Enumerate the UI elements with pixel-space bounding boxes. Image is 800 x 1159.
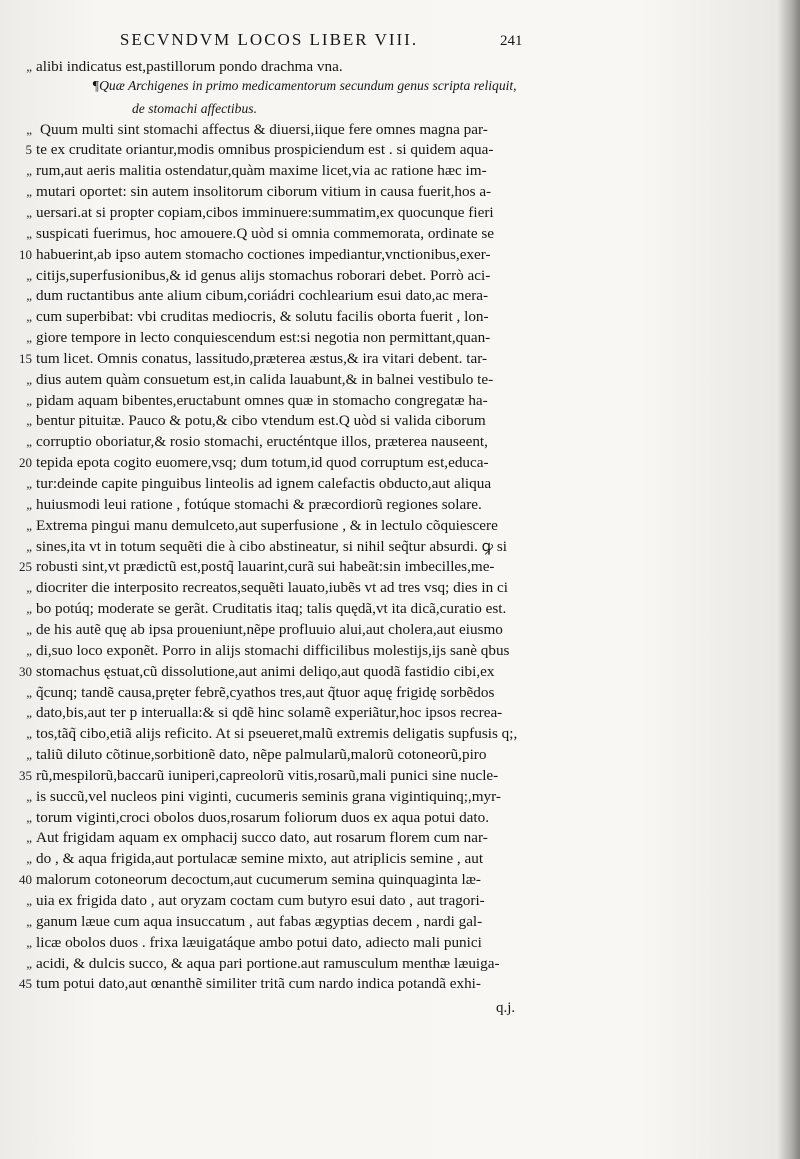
- line-marker: „: [26, 684, 32, 700]
- line-text: robusti sint,vt prædictũ est,postq̃ lauarint,curã sui habeãt:sin imbecilles,me-: [36, 558, 495, 576]
- line-text: torum viginti,croci obolos duos,rosarum foliorum duos ex aqua potui dato.: [36, 808, 490, 826]
- line-marker: „: [26, 330, 32, 346]
- line-marker: 15: [19, 350, 32, 366]
- line-marker: „: [26, 476, 32, 491]
- line-text: alibi indicatus est,pastillorum pondo drachma vna.: [36, 58, 343, 75]
- line-text: tum licet. Omnis conatus, lassitudo,præterea æstus,& ira vitari debent. tar-: [36, 349, 488, 367]
- line-text: acidi, & dulcis succo, & aqua pari portione.aut ramusculum menthæ læuiga-: [36, 954, 500, 972]
- line-marker: „: [26, 747, 32, 763]
- signature-mark: q.j.: [496, 1000, 516, 1016]
- line-marker: „: [26, 496, 32, 512]
- line-marker: „: [26, 121, 32, 137]
- line-text: dum ructantibus ante alium cibum,coriádri cochlearium esui dato,ac mera-: [36, 287, 489, 305]
- line-marker: „: [26, 309, 32, 325]
- line-text: Extrema pingui manu demulceto,aut superfusione , & in lectulo cõquiescere: [36, 516, 498, 534]
- line-marker: „: [26, 601, 32, 617]
- line-text: tepida epota cogito euomere,vsq; dum totum,id quod corruptum est,educa-: [36, 454, 489, 472]
- line-marker: „: [26, 517, 32, 533]
- line-text: rũ,mespilorũ,baccarũ iuniperi,capreolorũ vitis,rosarũ,mali punici sine nucle-: [36, 766, 499, 784]
- line-marker: 5: [25, 142, 32, 158]
- line-text: malorum cotoneorum decoctum,aut cucumerum semina quinquaginta læ-: [36, 871, 481, 889]
- line-text: pidam aquam bibentes,eructabunt omnes quæ in stomacho congregatæ ha-: [36, 391, 488, 409]
- line-text: Aut frigidam aquam ex omphacij succo dato, aut rosarum florem cum nar-: [36, 829, 488, 847]
- line-text: huiusmodi leui ratione , fotúque stomachi & præcordiorũ regiones solare.: [36, 495, 482, 513]
- line-text: ganum læue cum aqua insuccatum , aut fabas ægyptias decem , nardi gal-: [36, 912, 483, 930]
- line-marker: „: [26, 788, 32, 804]
- line-marker: „: [26, 288, 32, 304]
- line-marker: 25: [19, 559, 32, 575]
- line-text: corruptio oboriatur,& rosio stomachi, eructéntque illos, præterea nauseent,: [36, 433, 488, 451]
- line-marker: „: [26, 830, 32, 846]
- line-text: te ex cruditate oriantur,modis omnibus prospiciendum est . si quidem aqua-: [36, 141, 494, 159]
- line-text: do , & aqua frigida,aut portulacæ semine mixto, aut atriplicis semine , aut: [36, 850, 484, 868]
- line-marker: „: [26, 163, 32, 179]
- line-text: cum superbibat: vbi cruditas mediocris, & solutu facilis oborta fuerit , lon-: [36, 308, 489, 326]
- line-marker: „: [26, 642, 32, 658]
- line-marker: „: [26, 705, 32, 721]
- folio-number: 241: [500, 33, 523, 49]
- line-text: Quum multi sint stomachi affectus & diuersi,iique fere omnes magna par-: [40, 120, 488, 138]
- line-text: dato,bis,aut ter p interualla:& si qdẽ hinc solamẽ experiãtur,hoc ipsos recrea-: [36, 704, 503, 722]
- binding-shadow: [778, 0, 800, 1159]
- line-text: bentur pituitæ. Pauco & potu,& cibo vtendum est.Q uòd si valida ciborum: [36, 412, 486, 430]
- line-text: stomachus ęstuat,cũ dissolutione,aut animi deliqo,aut quodã fastidio cibi,ex: [36, 662, 495, 680]
- line-text: rum,aut aeris malitia ostendatur,quàm maxime licet,via ac ratione hæc im-: [36, 162, 487, 180]
- line-marker: „: [26, 726, 32, 742]
- line-text: de stomachi affectibus.: [132, 100, 257, 116]
- line-marker: „: [26, 621, 32, 637]
- line-text: mutari oportet: sin autem insolitorum ciborum vitium in causa fuerit,hos a-: [36, 183, 492, 201]
- line-marker: „: [26, 580, 32, 596]
- line-marker: „: [26, 434, 32, 450]
- line-marker: „: [26, 893, 32, 908]
- line-marker: „: [26, 538, 32, 554]
- line-text: bo potúq; moderate se gerãt. Cruditatis itaq; talis quędã,vt ita dicã,curatio est.: [36, 600, 507, 618]
- line-marker: „: [26, 851, 32, 867]
- line-text: taliũ diluto cõtinue,sorbitionẽ dato, nẽpe palmularũ,malorũ cotoneorũ,piro: [36, 746, 487, 764]
- line-marker: „: [26, 267, 32, 283]
- line-text: ¶Quæ Archigenes in primo medicamentorum secundum genus scripta reliquit,: [92, 77, 517, 93]
- line-marker: 45: [19, 976, 32, 992]
- line-text: q̃cunq; tandẽ causa,pręter febrẽ,cyathos tres,aut q̃tuor aquę frigidę sorbẽdos: [36, 683, 495, 701]
- line-marker: 10: [19, 246, 32, 262]
- line-marker: „: [26, 184, 32, 200]
- line-marker: „: [26, 371, 32, 387]
- line-marker: „: [26, 204, 32, 220]
- line-text: uersari.at si propter copiam,cibos imminuere:summatim,ex quocunque fieri: [36, 203, 494, 221]
- line-text: giore tempore in lecto conquiescendum est:si negotia non permittant,quan-: [36, 329, 491, 347]
- line-text: diocriter die interposito recreatos,sequẽti lauato,iubẽs vt ad tres vsq; dies in ci: [36, 579, 508, 597]
- line-marker: „: [26, 392, 32, 408]
- line-marker: „: [26, 59, 32, 74]
- line-marker: 20: [19, 455, 32, 471]
- line-marker: „: [26, 913, 32, 929]
- line-marker: „: [26, 413, 32, 429]
- line-text: suspicati fuerimus, hoc amouere.Q uòd si omnia commemorata, ordinate se: [36, 224, 495, 242]
- line-text: di,suo loco exponẽt. Porro in alijs stomachi difficilibus molestijs,ijs sanè qbus: [36, 641, 510, 659]
- line-marker: 30: [19, 663, 32, 679]
- line-text: tos,tãq̃ cibo,etiã alijs reficito. At si pseueret,malũ extremis deligatis supfusis q;,: [36, 725, 518, 743]
- line-text: sines,ita vt in totum sequẽti die à cibo abstineatur, si nihil seq̃tur absurdi. ꝙ si: [36, 537, 507, 555]
- line-text: de his autẽ quę ab ipsa proueniunt,nẽpe profluuio alui,aut cholera,aut eiusmo: [36, 620, 503, 638]
- line-text: tum potui dato,aut œnanthẽ similiter tritã cum nardo indica potandã exhi-: [36, 975, 481, 993]
- line-text: uia ex frigida dato , aut oryzam coctam cum butyro esui dato , aut tragori-: [36, 892, 485, 909]
- line-marker: 40: [19, 872, 32, 888]
- line-marker: „: [26, 955, 32, 971]
- line-marker: „: [26, 225, 32, 241]
- line-text: citijs,superfusionibus,& id genus alijs stomachus roborari debet. Porrò aci-: [36, 266, 491, 284]
- line-marker: 35: [19, 767, 32, 783]
- line-text: tur:deinde capite pinguibus linteolis ad ignem calefactis obducto,aut aliqua: [36, 475, 492, 492]
- line-text: dius autem quàm consuetum est,in calida lauabunt,& in balnei vestibulo te-: [36, 370, 494, 388]
- line-text: habuerint,ab ipso autem stomacho coctiones impediantur,vnctionibus,exer-: [36, 245, 491, 263]
- line-marker: „: [26, 934, 32, 950]
- line-text: licæ obolos duos . frixa læuigatáque ambo potui dato, adiecto mali punici: [36, 933, 482, 951]
- line-marker: „: [26, 809, 32, 825]
- running-head: SECVNDVM LOCOS LIBER VIII.: [119, 30, 419, 49]
- line-text: is succũ,vel nucleos pini viginti, cucumeris seminis grana vigintiquinq;,myr-: [36, 787, 501, 805]
